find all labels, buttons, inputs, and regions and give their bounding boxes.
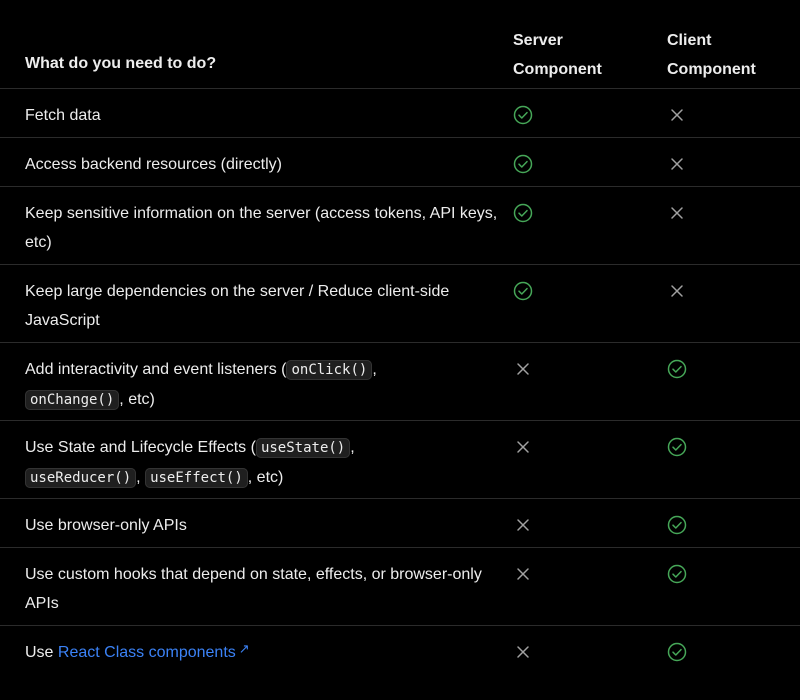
x-icon bbox=[513, 359, 533, 379]
table-row bbox=[0, 89, 800, 138]
code-onchange: onChange() bbox=[25, 390, 119, 410]
table-row bbox=[0, 138, 800, 187]
react-class-components-link[interactable]: React Class components bbox=[57, 644, 236, 661]
row-label: Fetch data bbox=[25, 107, 101, 124]
x-icon bbox=[667, 281, 687, 301]
table-row bbox=[0, 265, 800, 343]
check-circle-icon bbox=[667, 642, 687, 662]
x-icon bbox=[513, 437, 533, 457]
row-label: Use custom hooks that depend on state, effects, or browser-only APIs bbox=[25, 566, 482, 612]
check-circle-icon bbox=[513, 281, 533, 301]
row-label: Use browser-only APIs bbox=[25, 517, 187, 534]
arrow-up-right-icon: ↗ bbox=[238, 641, 250, 656]
code-useeffect: useEffect() bbox=[145, 468, 248, 488]
header-client-component: Client Component bbox=[667, 32, 756, 78]
header-task: What do you need to do? bbox=[25, 55, 217, 72]
x-icon bbox=[667, 203, 687, 223]
check-circle-icon bbox=[667, 515, 687, 535]
table-row bbox=[0, 187, 800, 265]
x-icon bbox=[513, 515, 533, 535]
table-row bbox=[0, 499, 800, 548]
row-label: Add interactivity and event listeners ( onClick() , onChange() , etc) bbox=[25, 361, 377, 408]
check-circle-icon bbox=[513, 105, 533, 125]
row-label: Use State and Lifecycle Effects ( useState() , useReducer() , useEffect() , etc) bbox=[25, 439, 355, 486]
x-icon bbox=[667, 154, 687, 174]
x-icon bbox=[513, 642, 533, 662]
table-row bbox=[0, 343, 800, 421]
table-row bbox=[0, 548, 800, 626]
x-icon bbox=[667, 105, 687, 125]
code-usereducer: useReducer() bbox=[25, 468, 136, 488]
check-circle-icon bbox=[667, 359, 687, 379]
check-circle-icon bbox=[667, 564, 687, 584]
row-label: Use React Class components ↗ bbox=[25, 641, 250, 661]
check-circle-icon bbox=[513, 154, 533, 174]
table-row bbox=[0, 626, 800, 675]
row-label: Keep sensitive information on the server (access tokens, API keys, etc) bbox=[25, 205, 498, 251]
code-onclick: onClick() bbox=[286, 360, 372, 380]
check-circle-icon bbox=[667, 437, 687, 457]
row-label: Access backend resources (directly) bbox=[25, 156, 282, 173]
table-header bbox=[0, 0, 800, 89]
table-row bbox=[0, 421, 800, 499]
check-circle-icon bbox=[513, 203, 533, 223]
x-icon bbox=[513, 564, 533, 584]
header-server-component: Server Component bbox=[513, 32, 602, 78]
row-label: Keep large dependencies on the server / Reduce client-side JavaScript bbox=[25, 283, 450, 329]
code-usestate: useState() bbox=[256, 438, 350, 458]
